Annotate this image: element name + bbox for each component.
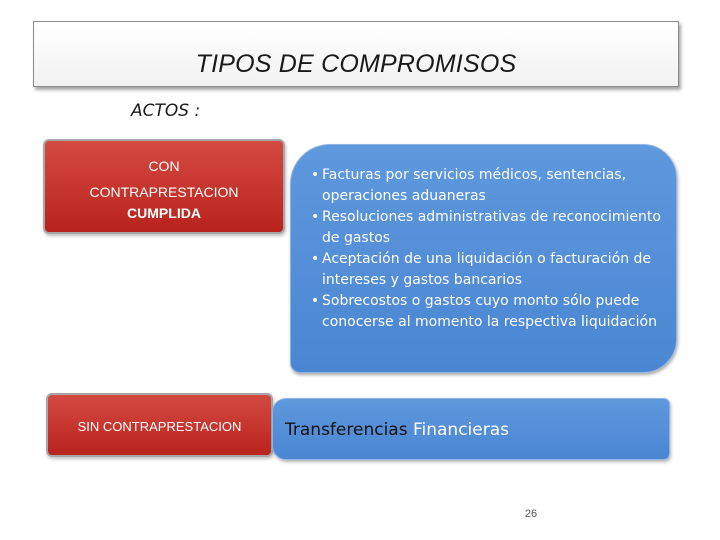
bullet: • [311,209,320,225]
sin-label: SIN CONTRAPRESTACION [77,419,242,434]
bullet: • [311,167,320,183]
transferencias-label [285,420,509,440]
con-contraprestacion-box [43,139,285,234]
list-item: • Facturas por servicios médicos, sentencias, operaciones aduaneras [311,167,627,204]
subtitle-actos: ACTOS : [131,101,201,121]
details-list [311,165,663,333]
transferencias-box [272,398,670,460]
list-item: • Resoluciones administrativas de reconocimiento de gastos [311,209,661,246]
con-line3: CUMPLIDA [127,205,201,221]
bullet: • [311,293,320,309]
bullet: • [311,251,320,267]
title-box [33,21,679,87]
list-item: • Sobrecostos o gastos cuyo monto sólo puede conocerse al momento la respectiva liquidación [311,293,657,330]
transferencias-word2: Financieras [412,420,509,440]
transferencias-word1: Transferencias [285,420,408,440]
page-title: TIPOS DE COMPROMISOS [195,50,517,78]
con-line1: CON [148,158,180,174]
sin-contraprestacion-box [46,393,273,457]
list-item: • Aceptación de una liquidación o facturación de intereses y gastos bancarios [311,251,652,288]
details-box [290,144,677,373]
page-number: 26 [524,508,538,520]
con-line2: CONTRAPRESTACION [89,184,239,200]
